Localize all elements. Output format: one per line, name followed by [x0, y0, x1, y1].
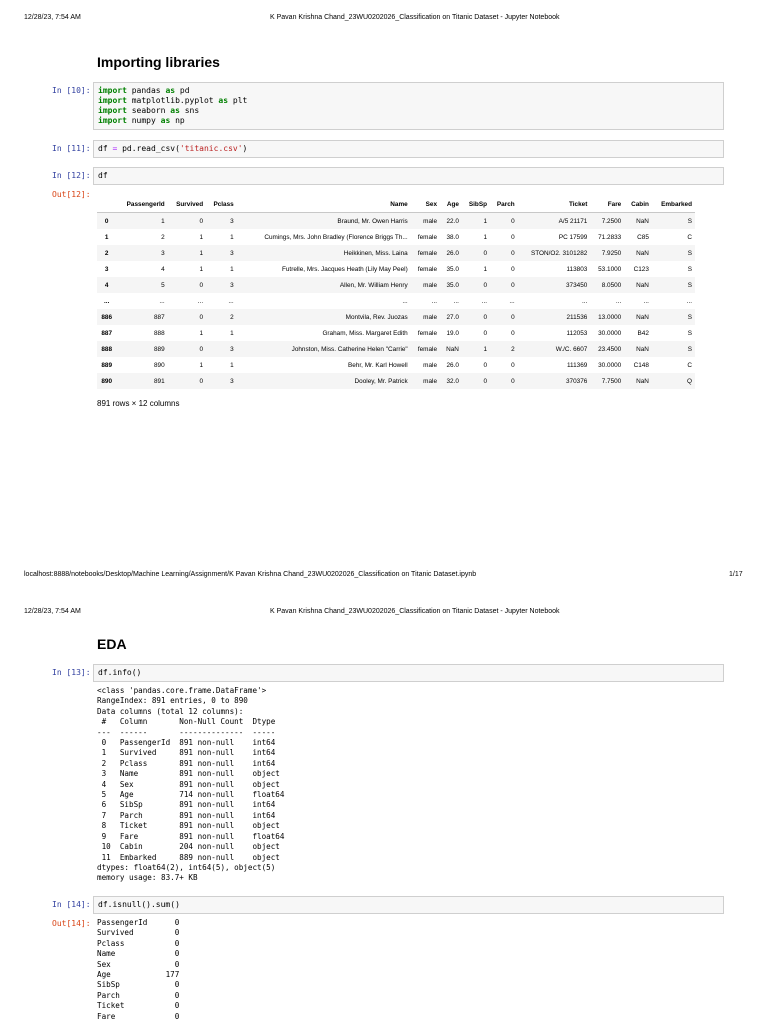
table-cell: 22.0 — [440, 213, 462, 230]
table-cell: 889 — [116, 341, 167, 357]
column-header: Cabin — [624, 196, 652, 213]
table-cell: 0 — [462, 277, 490, 293]
column-header: SibSp — [462, 196, 490, 213]
table-row — [97, 357, 695, 373]
table-cell: Futrelle, Mrs. Jacques Heath (Lily May Peel) — [281, 265, 408, 273]
table-cell: 1 — [483, 265, 487, 273]
module-name: pandas — [126, 86, 166, 95]
table-cell: 35.0 — [440, 277, 462, 293]
code-line — [98, 116, 719, 126]
table-cell: 1 — [462, 213, 490, 230]
print-date: 12/28/23, 7:54 AM — [24, 14, 81, 21]
table-body — [97, 213, 695, 390]
table-cell: 3 — [206, 341, 237, 357]
table-cell: S — [652, 245, 695, 261]
table-cell: 1 — [230, 329, 234, 337]
row-index: 3 — [104, 265, 109, 273]
module-name: seaborn — [126, 106, 171, 115]
table-cell: ... — [686, 297, 692, 305]
table-cell: Q — [652, 373, 695, 389]
table-cell: 23.4500 — [590, 341, 624, 357]
table-cell: 0 — [483, 361, 487, 369]
table-cell: 26.0 — [440, 245, 462, 261]
heading-importing-libraries: Importing libraries — [97, 54, 220, 70]
alias-name: np — [170, 116, 185, 125]
table-cell: 1 — [230, 233, 234, 241]
table-cell: 0 — [511, 233, 515, 241]
code-close: ) — [242, 144, 248, 153]
table-cell: Braund, Mr. Owen Harris — [237, 213, 411, 230]
table-cell: 0 — [168, 213, 206, 230]
table-cell: 4 — [161, 265, 165, 273]
column-header: Embarked — [652, 196, 695, 213]
table-cell: C123 — [633, 265, 649, 273]
alias-name: sns — [179, 106, 200, 115]
table-cell: C — [687, 233, 692, 241]
table-cell: 888 — [154, 329, 165, 337]
table-row — [97, 293, 695, 309]
table-cell: 0 — [511, 329, 515, 337]
table-cell: Graham, Miss. Margaret Edith — [322, 329, 408, 337]
alias-name: pd — [175, 86, 190, 95]
table-cell: male — [411, 277, 440, 293]
print-date-2: 12/28/23, 7:54 AM — [24, 608, 81, 615]
table-cell: 7.2500 — [590, 213, 624, 230]
code-cell-read-csv[interactable] — [93, 140, 724, 158]
table-cell: STON/O2. 3101282 — [518, 245, 591, 261]
table-cell: C85 — [637, 233, 649, 241]
table-cell: 887 — [116, 309, 167, 325]
table-cell: ... — [197, 297, 204, 305]
table-cell: ... — [582, 297, 588, 305]
isnull-output: PassengerId 0 Survived 0 Pclass 0 Name 0 Sex 0 Age 177 SibSp 0 Parch 0 Ticket 0 Fare 0 — [97, 918, 180, 1021]
table-cell: 1 — [199, 361, 204, 369]
table-cell: ... — [159, 297, 165, 305]
cell-prompt-in12: In [12]: — [52, 171, 91, 180]
table-cell: C — [687, 361, 692, 369]
table-cell: 3 — [206, 245, 237, 261]
table-row — [97, 309, 695, 325]
table-cell: female — [411, 341, 440, 357]
table-cell: 7.7500 — [590, 373, 624, 389]
module-name: matplotlib.pyplot — [126, 96, 219, 105]
table-cell: female — [417, 329, 438, 337]
table-cell: 2 — [206, 309, 237, 325]
cell-prompt-in11: In [11]: — [52, 144, 91, 153]
table-cell: ... — [615, 297, 622, 305]
alias-name: plt — [228, 96, 248, 105]
table-cell: ... — [228, 297, 234, 305]
keyword-as: as — [170, 106, 180, 115]
table-cell: S — [652, 277, 695, 293]
table-cell: 0 — [462, 373, 490, 389]
rows-columns-info: 891 rows × 12 columns — [97, 399, 180, 408]
table-cell: 0 — [490, 277, 518, 293]
table-cell: 891 — [116, 373, 167, 389]
cell-prompt-in14: In [14]: — [52, 900, 91, 909]
table-cell: 3 — [116, 245, 167, 261]
table-cell: Heikkinen, Miss. Laina — [237, 245, 411, 261]
table-cell: 0 — [511, 265, 515, 273]
table-cell: 0 — [462, 309, 490, 325]
table-cell: 3 — [206, 373, 237, 389]
table-cell: S — [652, 309, 695, 325]
table-cell: 0 — [168, 309, 206, 325]
table-cell: 30.0000 — [598, 361, 622, 369]
table-cell: Dooley, Mr. Patrick — [237, 373, 411, 389]
table-cell: 8.0500 — [590, 277, 624, 293]
table-cell: male — [411, 213, 440, 230]
table-cell: 0 — [168, 277, 206, 293]
dataframe-table — [97, 196, 695, 389]
row-index: 889 — [101, 361, 113, 369]
row-index: 2 — [97, 245, 116, 261]
column-header: Ticket — [518, 196, 591, 213]
print-title: K Pavan Krishna Chand_23WU0202026_Classification on Titanic Dataset - Jupyter Notebook — [270, 14, 560, 21]
table-cell: NaN — [624, 213, 652, 230]
column-header: Sex — [411, 196, 440, 213]
table-cell: male — [423, 361, 438, 369]
table-row — [97, 341, 695, 357]
table-cell: 0 — [462, 245, 490, 261]
table-cell: ... — [481, 297, 487, 305]
table-cell: 19.0 — [446, 329, 459, 337]
table-cell: 373450 — [518, 277, 591, 293]
table-row — [97, 373, 695, 389]
table-cell: ... — [643, 297, 649, 305]
table-cell: NaN — [624, 373, 652, 389]
row-index: 0 — [97, 213, 116, 230]
table-row — [97, 261, 695, 277]
table-cell: A/5 21171 — [518, 213, 591, 230]
table-cell: NaN — [624, 245, 652, 261]
row-index: 887 — [101, 329, 113, 337]
table-cell: S — [687, 265, 692, 273]
table-row — [97, 245, 695, 261]
table-cell: male — [411, 373, 440, 389]
table-cell: PC 17599 — [558, 233, 588, 241]
table-cell: 0 — [511, 361, 515, 369]
table-cell: 0 — [168, 373, 206, 389]
table-cell: 1 — [462, 341, 490, 357]
column-header: PassengerId — [116, 196, 167, 213]
table-cell: 3 — [206, 213, 237, 230]
table-cell: 1 — [230, 361, 234, 369]
keyword-import: import — [98, 106, 127, 115]
table-cell: 53.1000 — [598, 265, 622, 273]
module-name: numpy — [126, 116, 161, 125]
keyword-as: as — [165, 86, 176, 95]
code-operator: = — [112, 144, 118, 153]
table-cell: 111369 — [566, 361, 588, 369]
row-index: 886 — [97, 309, 116, 325]
table-cell: 13.0000 — [590, 309, 624, 325]
keyword-as: as — [160, 116, 171, 125]
table-cell: 0 — [490, 373, 518, 389]
code-string: 'titanic.csv' — [179, 144, 243, 153]
code-call: pd.read_csv( — [117, 144, 180, 153]
table-cell: 3 — [206, 277, 237, 293]
code-cell-df[interactable]: df — [93, 167, 724, 185]
table-cell: 26.0 — [446, 361, 459, 369]
code-line — [98, 96, 719, 106]
table-cell: Allen, Mr. William Henry — [237, 277, 411, 293]
table-cell: 1 — [168, 245, 206, 261]
table-cell: 1 — [199, 329, 204, 337]
table-cell: NaN — [624, 341, 652, 357]
table-cell: ... — [431, 297, 438, 305]
table-row — [97, 277, 695, 293]
table-cell: 1 — [116, 213, 167, 230]
table-cell: 890 — [154, 361, 165, 369]
table-cell: S — [687, 329, 692, 337]
table-cell: female — [411, 245, 440, 261]
row-index: ... — [104, 297, 110, 305]
row-index: 4 — [97, 277, 116, 293]
keyword-as: as — [218, 96, 229, 105]
table-row — [97, 229, 695, 245]
code-cell-info[interactable]: df.info() — [93, 664, 724, 682]
table-row — [97, 325, 695, 341]
table-cell: Montvila, Rev. Juozas — [237, 309, 411, 325]
column-header: Survived — [168, 196, 206, 213]
table-cell: ... — [402, 297, 408, 305]
keyword-import: import — [98, 86, 127, 95]
table-cell: ... — [453, 297, 459, 305]
cell-prompt-in13: In [13]: — [52, 668, 91, 677]
table-cell: 35.0 — [446, 265, 459, 273]
table-cell: 1 — [483, 233, 487, 241]
table-cell: S — [652, 341, 695, 357]
footer-url: localhost:8888/notebooks/Desktop/Machine Learning/Assignment/K Pavan Krishna Chand_23WU0202026_Classification on Titanic Dataset.ipynb — [24, 571, 477, 578]
table-cell: B42 — [637, 329, 649, 337]
table-cell: Behr, Mr. Karl Howell — [348, 361, 408, 369]
table-cell: 71.2833 — [598, 233, 622, 241]
table-cell: 370376 — [518, 373, 591, 389]
table-cell: 0 — [490, 213, 518, 230]
row-index: 888 — [97, 341, 116, 357]
cell-prompt-in10: In [10]: — [52, 86, 91, 95]
table-cell: 38.0 — [446, 233, 459, 241]
table-cell: 0 — [490, 309, 518, 325]
code-cell-isnull[interactable]: df.isnull().sum() — [93, 896, 724, 914]
table-cell: 2 — [490, 341, 518, 357]
code-cell-imports[interactable] — [93, 82, 724, 130]
table-cell: 1 — [230, 265, 234, 273]
heading-eda: EDA — [97, 636, 127, 652]
code-var: df — [98, 144, 113, 153]
keyword-import: import — [98, 116, 127, 125]
column-header: Name — [237, 196, 411, 213]
table-cell: NaN — [624, 309, 652, 325]
table-cell: NaN — [624, 277, 652, 293]
table-cell: 0 — [483, 329, 487, 337]
table-cell: 2 — [161, 233, 165, 241]
table-cell: Cumings, Mrs. John Bradley (Florence Briggs Th... — [264, 233, 408, 241]
table-cell: 1 — [199, 233, 204, 241]
table-cell: 211536 — [518, 309, 591, 325]
row-index: 890 — [97, 373, 116, 389]
table-cell: 27.0 — [440, 309, 462, 325]
info-output: <class 'pandas.core.frame.DataFrame'> RangeIndex: 891 entries, 0 to 890 Data columns (total 12 columns): # Column Non-Null Count Dtype --- ------ -------------- ----- 0 PassengerId 891 non-null int64 1 Survived 891 non-null int64 2 Pclass 891 non-null int64 3 Name 891 non-null object 4 Sex 891 non-null object 5 Age 714 non-null float64 6 SibSp 891 non-null int64 7 Parch 891 non-null int64 8 Ticket 891 non-null object 9 Fare 891 non-null float64 10 Cabin 204 non-null object 11 Embarked 889 non-null object dtypes: float64(2), int64(5), object(5) memory usage: 83.7+ KB — [97, 686, 285, 883]
table-cell: 32.0 — [440, 373, 462, 389]
code-line — [98, 86, 719, 96]
table-cell: 0 — [490, 245, 518, 261]
page-number: 1/17 — [729, 571, 743, 578]
table-cell: 5 — [116, 277, 167, 293]
table-cell: Johnston, Miss. Catherine Helen "Carrie" — [237, 341, 411, 357]
table-cell: 0 — [168, 341, 206, 357]
table-cell: 112053 — [566, 329, 588, 337]
keyword-import: import — [98, 96, 127, 105]
table-cell: 7.9250 — [590, 245, 624, 261]
table-cell: C148 — [633, 361, 649, 369]
table-cell: NaN — [440, 341, 462, 357]
table-cell: 30.0000 — [598, 329, 622, 337]
column-header: Pclass — [206, 196, 237, 213]
table-cell: 1 — [199, 265, 204, 273]
row-index: 1 — [104, 233, 109, 241]
column-header: Age — [440, 196, 462, 213]
column-header: Fare — [590, 196, 624, 213]
cell-prompt-out12: Out[12]: — [52, 190, 91, 199]
table-cell: female — [417, 265, 438, 273]
table-row — [97, 213, 695, 230]
print-title-2: K Pavan Krishna Chand_23WU0202026_Classification on Titanic Dataset - Jupyter Notebook — [270, 608, 560, 615]
table-cell: W./C. 6607 — [518, 341, 591, 357]
table-cell: S — [652, 213, 695, 230]
table-cell: 113803 — [566, 265, 588, 273]
table-cell: female — [417, 233, 438, 241]
cell-prompt-out14: Out[14]: — [52, 919, 91, 928]
table-cell: male — [411, 309, 440, 325]
column-header — [97, 196, 116, 213]
code-line — [98, 106, 719, 116]
column-header: Parch — [490, 196, 518, 213]
table-header-row — [97, 196, 695, 213]
table-cell: ... — [509, 297, 515, 305]
